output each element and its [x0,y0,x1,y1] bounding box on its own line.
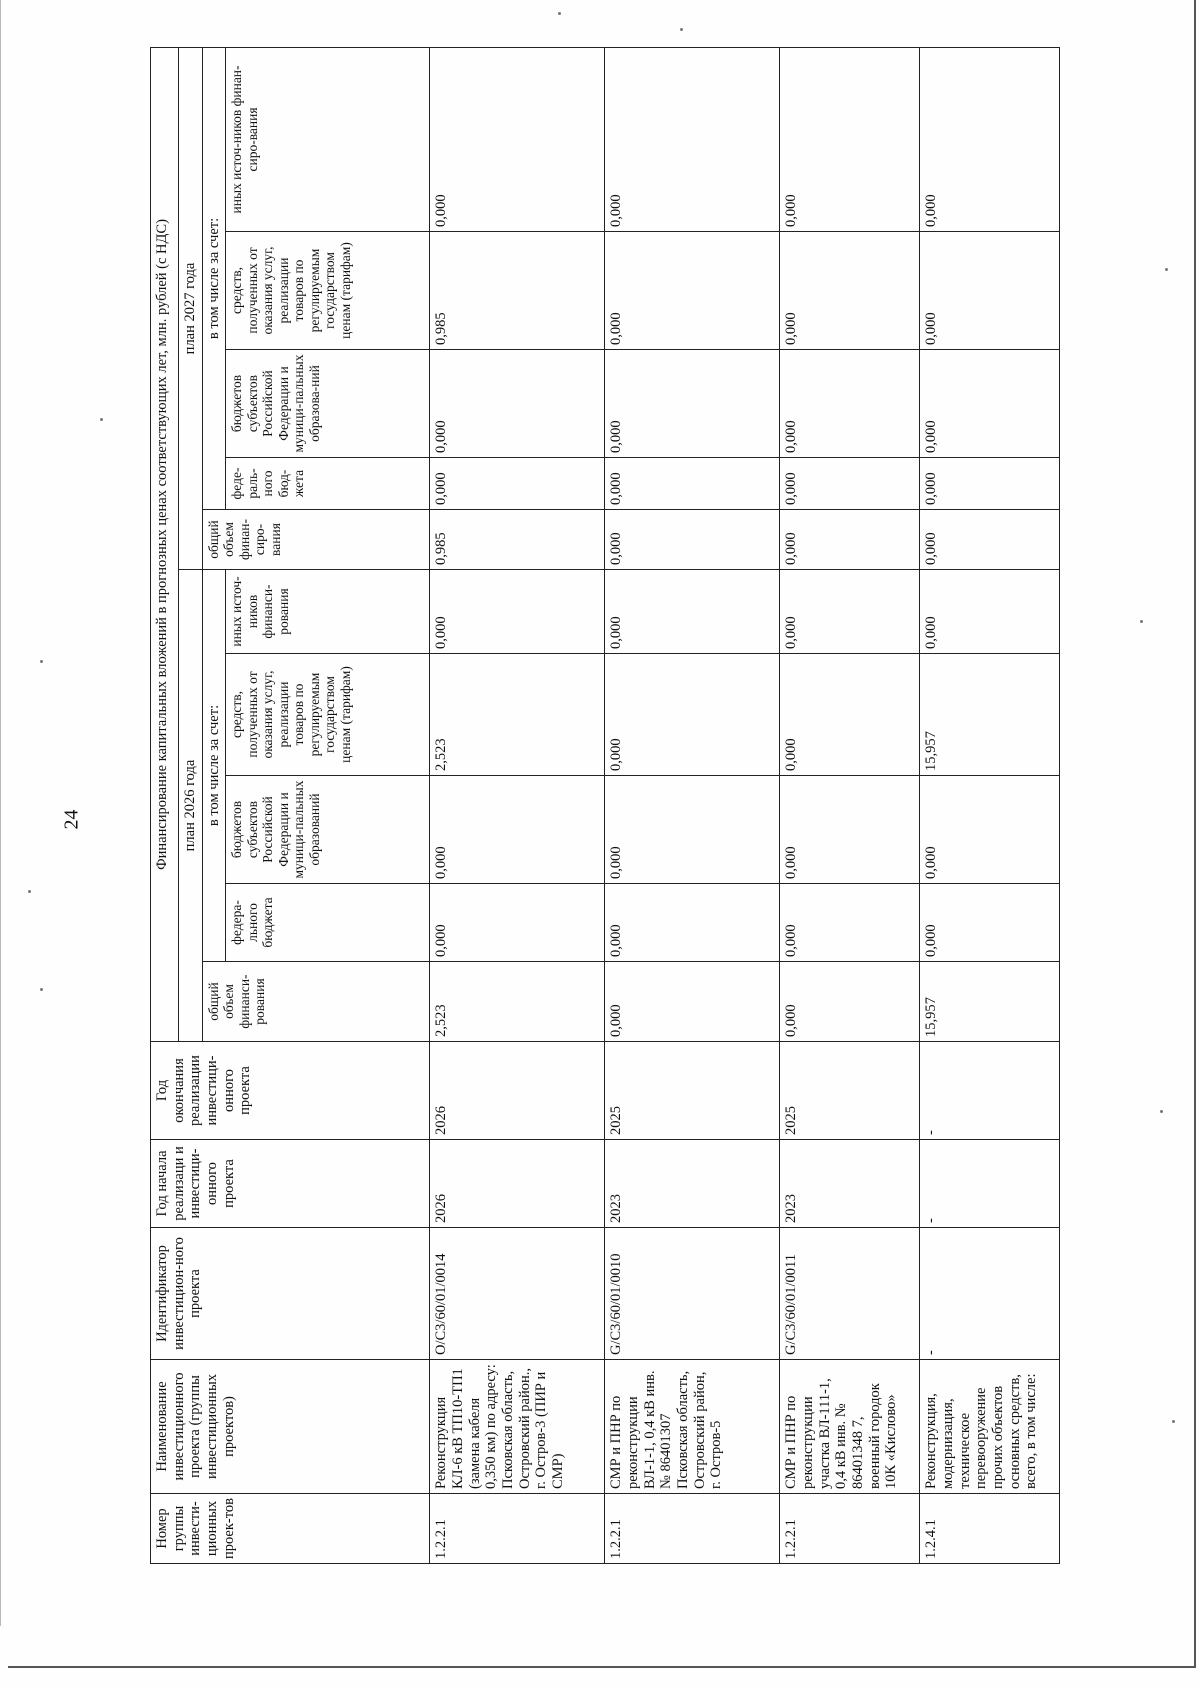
cell-number: 1.2.2.1 [780,1494,920,1564]
cell-number: 1.2.2.1 [430,1494,605,1564]
header-total-2026: общий объем финанси-рования [202,962,430,1042]
table-row [920,47,1060,1563]
header-federal-2026: федера-льного бюджета [226,884,430,962]
cell-value: 0,000 [920,458,1060,510]
cell-value: 0,000 [920,884,1060,962]
page-edge-bottom [8,1666,1196,1668]
cell-value: 0,000 [430,776,605,884]
cell-value: 0,000 [920,232,1060,350]
page-number: 24 [60,809,83,830]
scan-speck [558,12,561,15]
cell-identifier: G/C3/60/01/0011 [780,1228,920,1360]
scan-speck [100,418,103,421]
header-name: Наименование инвестиционного проекта (группы инвестиционных проектов) [151,1360,430,1494]
cell-end-year: - [920,1042,1060,1140]
cell-identifier: O/C3/60/01/0014 [430,1228,605,1360]
cell-value: 0,000 [920,47,1060,231]
header-regional-2027: бюджетов субъектов Российской Федерации и муници-пальных образова-ний [226,350,430,458]
cell-value: 0,000 [430,884,605,962]
cell-start-year: 2023 [605,1140,780,1228]
cell-value: 0,000 [605,884,780,962]
cell-value: 0,000 [605,776,780,884]
header-plan-2026: план 2026 года [179,570,203,1042]
scan-speck [1172,1420,1175,1423]
cell-start-year: 2026 [430,1140,605,1228]
header-end-year: Год окончания реализации инвестици-онного проекта [151,1042,430,1140]
header-identifier: Идентификатор инвестицион-ного проекта [151,1228,430,1360]
cell-value: 0,000 [920,350,1060,458]
header-other-2027: иных источ-ников финан-сиро-вания [226,47,430,231]
header-regional-2026: бюджетов субъектов Российской Федерации и муници-пальных образований [226,776,430,884]
table-row [605,47,780,1563]
cell-value: 15,957 [920,654,1060,776]
cell-value: 0,000 [605,232,780,350]
rotated-table-container [150,48,1200,1564]
header-start-year: Год начала реализаци и инвестици-онного проекта [151,1140,430,1228]
cell-value: 2,523 [430,654,605,776]
cell-start-year: - [920,1140,1060,1228]
cell-value: 0,000 [430,350,605,458]
header-plan-2027: план 2027 года [179,47,203,569]
table-row [430,47,605,1563]
scan-speck [680,28,683,31]
cell-start-year: 2023 [780,1140,920,1228]
cell-identifier: - [920,1228,1060,1360]
cell-number: 1.2.4.1 [920,1494,1060,1564]
header-total-2027: общий объем финан-сиро-вания [202,510,430,570]
scan-speck [1160,1110,1163,1113]
header-tariff-2026: средств, полученных от оказания услуг, реализации товаров по регулируемым государством ценам (тарифам) [226,654,430,776]
scan-speck [28,890,31,893]
cell-value: 0,000 [430,570,605,654]
header-including-2026: в том числе за счет: [202,570,226,962]
cell-number: 1.2.2.1 [605,1494,780,1564]
scan-speck [1165,268,1168,271]
header-other-2026: иных источ-ников финанси-рования [226,570,430,654]
cell-end-year: 2026 [430,1042,605,1140]
cell-value: 0,985 [430,510,605,570]
cell-value: 0,000 [780,510,920,570]
cell-value: 0,000 [430,458,605,510]
cell-value: 0,000 [780,570,920,654]
cell-value: 0,985 [430,232,605,350]
cell-value: 0,000 [780,350,920,458]
header-number: Номер группы инвести-ционных проек-тов [151,1494,430,1564]
table-row [780,47,920,1563]
cell-value: 0,000 [605,570,780,654]
cell-value: 0,000 [780,654,920,776]
cell-value: 0,000 [780,232,920,350]
cell-value: 0,000 [605,458,780,510]
cell-value: 0,000 [605,962,780,1042]
cell-value: 0,000 [605,510,780,570]
cell-identifier: G/C3/60/01/0010 [605,1228,780,1360]
header-federal-2027: феде-раль-ного бюд-жета [226,458,430,510]
cell-value: 0,000 [920,776,1060,884]
cell-value: 0,000 [780,458,920,510]
header-financing: Финансирование капитальных вложений в прогнозных ценах соответствующих лет, млн. рублей (с НДС) [151,47,179,1041]
cell-value: 0,000 [605,654,780,776]
cell-value: 0,000 [920,570,1060,654]
cell-name: СМР и ПНР по реконструкции ВЛ-1-1, 0,4 кВ инв. № 86401307 Псковская область, Островский район, г. Остров-5 [605,1360,780,1494]
cell-end-year: 2025 [605,1042,780,1140]
cell-value: 0,000 [780,962,920,1042]
header-including-2027: в том числе за счет: [202,47,226,509]
cell-name: Реконструкция КЛ-6 кВ ТП10-ТП1 (замена кабеля 0,350 км) по адресу: Псковская область, Островский район., г. Остров-3 (ПИР и СМР) [430,1360,605,1494]
cell-value: 2,523 [430,962,605,1042]
cell-end-year: 2025 [780,1042,920,1140]
cell-value: 0,000 [430,47,605,231]
scan-speck [1140,620,1143,623]
scan-speck [40,660,43,663]
cell-value: 0,000 [920,510,1060,570]
header-tariff-2027: средств, полученных от оказания услуг, реализации товаров по регулируемым государством ценам (тарифам) [226,232,430,350]
scan-speck [40,988,43,991]
cell-value: 0,000 [780,884,920,962]
page-edge-left [0,0,1,1626]
cell-value: 15,957 [920,962,1060,1042]
cell-value: 0,000 [605,350,780,458]
cell-name: СМР и ПНР по реконструкции участка ВЛ-111-1, 0,4 кВ инв. № 86401348 7, военный городок 10К «Кислово» [780,1360,920,1494]
financing-table [150,47,1060,1564]
cell-name: Реконструкция, модернизация, техническое перевооружение прочих объектов основных средств, всего, в том числе: [920,1360,1060,1494]
cell-value: 0,000 [605,47,780,231]
cell-value: 0,000 [780,776,920,884]
cell-value: 0,000 [780,47,920,231]
